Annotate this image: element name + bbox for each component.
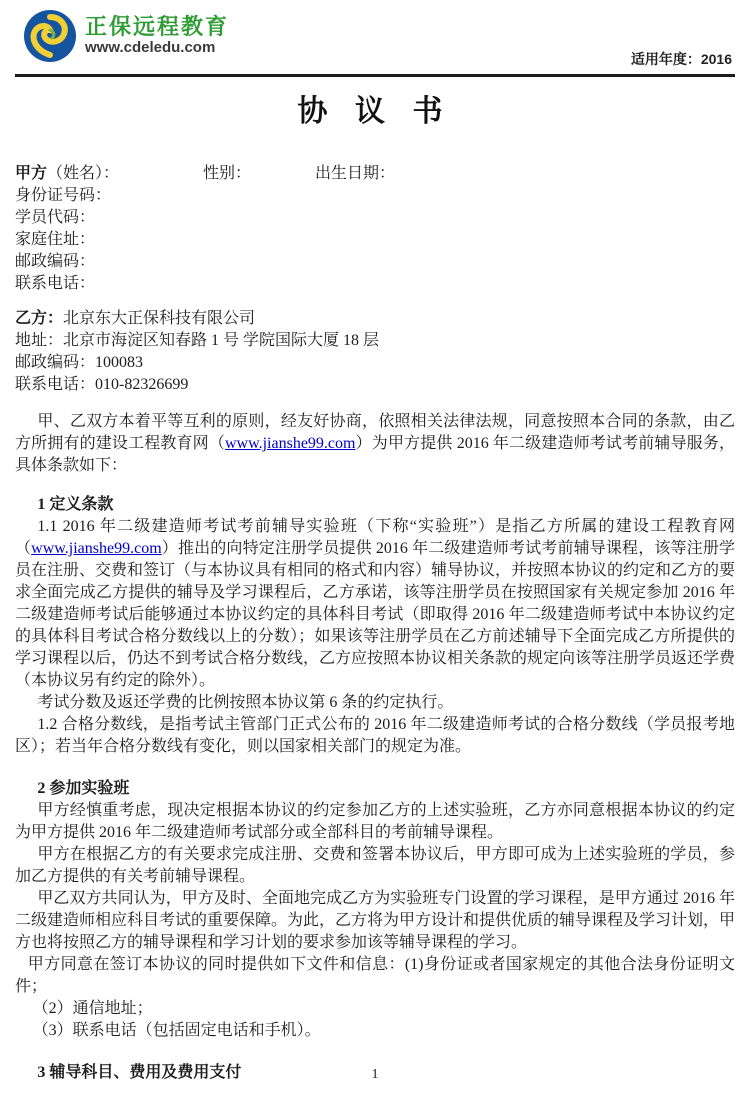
brand-text-block [85, 15, 229, 57]
party-a-label: 甲方 [15, 165, 48, 182]
party-b-address-label: 地址： [15, 332, 64, 349]
clause-1-1-before-link: 1.1 2016 年二级建造师考试考前辅导实验班（下称“实验班”）是指乙方所属的建设工程教育网（ [15, 518, 735, 557]
party-a-student-code-field-label: 学员代码： [15, 209, 96, 226]
section-3-heading: 3 辅导科目、费用及费用支付 [37, 1064, 242, 1081]
clause-1-1-paragraph [15, 516, 735, 692]
doc-title: 协 议 书 [297, 95, 453, 128]
party-b-phone-label: 联系电话： [15, 376, 96, 393]
page-number: 1 [371, 1067, 379, 1082]
jianshe99-link-2[interactable]: www.jianshe99.com [31, 540, 162, 557]
party-b-zip-value: 100083 [95, 354, 144, 371]
intro-text-before-link: 甲、乙双方本着平等互利的原则，经友好协商，依照相关法律法规，同意按照本合同的条款，由乙方所拥有的建设工程教育网（ [15, 413, 735, 452]
party-a-id-field-label: 身份证号码： [15, 187, 112, 204]
intro-text-after-link: ）为甲方提供 2016 年二级建造师考试考前辅导服务，具体条款如下： [15, 435, 735, 474]
party-a-name-field-label: （姓名）： [47, 165, 120, 182]
section-2-paragraph-4: 甲方同意在签订本协议的同时提供如下文件和信息：(1)身份证或者国家规定的其他合法身份证明文件； [15, 956, 735, 995]
brand-site-url: www.cdeledu.com [85, 39, 216, 56]
party-a-name-line [15, 163, 735, 185]
party-a-zip-field-label: 邮政编码： [15, 253, 96, 270]
section-2-heading: 2 参加实验班 [37, 780, 130, 797]
section-2-item-2: （2）通信地址； [32, 1000, 153, 1017]
party-b-company-line [15, 308, 735, 330]
score-refund-paragraph: 考试分数及返还学费的比例按照本协议第 6 条的约定执行。 [37, 694, 454, 711]
party-a-home-address-field-label: 家庭住址： [15, 231, 96, 248]
party-b-block [15, 308, 735, 396]
party-a-phone-field-label: 联系电话： [15, 275, 96, 292]
party-b-address-line [15, 330, 735, 352]
party-b-label: 乙方： [15, 310, 64, 327]
jianshe99-link[interactable]: www.jianshe99.com [224, 435, 356, 452]
intro-paragraph [15, 411, 735, 477]
party-b-company-name: 北京东大正保科技有限公司 [63, 310, 256, 327]
section-1-heading: 1 定义条款 [37, 496, 114, 513]
section-2-paragraph-2: 甲方在根据乙方的有关要求完成注册、交费和签署本协议后，甲方即可成为上述实验班的学员，参加乙方提供的有关考前辅导课程。 [15, 846, 735, 885]
page-header [15, 0, 735, 77]
section-2-paragraph-1: 甲方经慎重考虑，现决定根据本协议的约定参加乙方的上述实验班，乙方亦同意根据本协议的约定为甲方提供 2016 年二级建造师考试部分或全部科目的考前辅导课程。 [15, 802, 735, 841]
party-a-birthdate-field-label: 出生日期： [315, 165, 396, 182]
party-b-phone-line [15, 374, 735, 396]
brand-name: 正保远程教育 [85, 14, 230, 39]
clause-1-2-paragraph: 1.2 合格分数线，是指考试主管部门正式公布的 2016 年二级建造师考试的合格分数线（学员报考地区）；若当年合格分数线有变化，则以国家相关部门的规定为准。 [15, 716, 735, 755]
party-b-zip-label: 邮政编码： [15, 354, 96, 371]
brand-logo [23, 9, 229, 63]
section-2-item-3: （3）联系电话（包括固定电话和手机）。 [32, 1022, 321, 1039]
section-2-paragraph-3: 甲乙双方共同认为，甲方及时、全面地完成乙方为实验班专门设置的学习课程，是甲方通过 2016 年二级建造师相应科目考试的重要保障。为此，乙方将为甲方设计和提供优质的辅导课程及学习计划，甲方也将按照乙方的辅导课程和学习计划的要求参加该等辅导课程的学习。 [15, 890, 736, 951]
swirl-globe-icon [23, 9, 77, 63]
applicable-year-label: 适用年度：2016 [630, 51, 732, 67]
party-a-block [15, 163, 735, 295]
party-b-phone-value: 010-82326699 [95, 376, 189, 393]
clause-1-1-after-link: ）推出的向特定注册学员提供 2016 年二级建造师考试考前辅导课程，该等注册学员在注册、交费和签订（与本协议具有相同的格式和内容）辅导协议，并按照本协议的约定和乙方的要求全面完成乙方提供的辅导及学习课程后，乙方承诺，该等注册学员在按照国家有关规定参加 2016 年二级建造师考试后能够通过本协议约定的具体科目考试（即取得 2016 年二级建造师考试中本协议约定的具体科目考试合格分数线以上的分数）；如果该等注册学员在乙方前述辅导下全面完成乙方所提供的学习课程以后，仍达不到考试合格分数线，乙方应按照本协议相关条款的规定向该等注册学员返还学费（本协议另有约定的除外）。 [15, 540, 736, 689]
party-a-gender-field-label: 性别： [203, 165, 252, 182]
party-b-address-value: 北京市海淀区知春路 1 号 学院国际大厦 18 层 [63, 332, 380, 349]
party-b-zip-line [15, 352, 735, 374]
